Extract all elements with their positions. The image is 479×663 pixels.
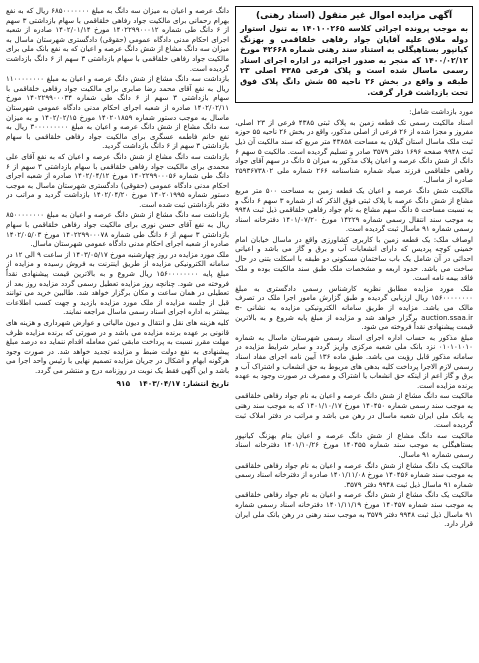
notice-paragraph: کلیه هزینه های نقل و انتقال و دیون مالیاتی و عوارض شهرداری و هزینه های قانونی بر عهده برنده مزایده می باشد و در صورتی که برنده مزایده ظرف مهلت مقرر نسبت به پرداخت مابقی ثمن معامله اقدام ننماید ده درصد مبلغ پیشنهادی به نفع دولت ضبط و مزایده تجدید خواهد شد. در صورت وجود هرگونه ابهام و اشکال در جریان مزایده تصمیم نهایی با رئیس واحد اجرا می باشد و این آگهی فقط یک نوبت در روزنامه درج و منتشر می گردد. (6, 318, 230, 375)
notice-columns (6, 6, 473, 657)
notice-paragraph: بازداشت سه دانگ مشاع از شش دانگ عرصه و اعیان به مبلغ ۱۱۰۰۰۰۰۰۰۰ ریال به نفع آقای محمد رضا صابری برای مالکیت جواد رفاهی خلقاقمی با سهام بازداشتی ۳ سهم از ۶ دانگ طی شماره ۱۴۰۲۲۹۹۰۰۰۳۴ مورخ ۱۴۰۲/۰۲/۱۱ صادره از شعبه اجرای احکام مدنی دادگاه عمومی شهرستان ماسال به موجب دستور شماره ۱۴۰۲۰۱۸۵۹ مورخ ۱۴۰۲/۰۲/۱۵ و به میزان سه دانگ مشاع از شش دانگ عرصه و اعیان به مبلغ ۳۰۰۰۰۰۰۰۰۰ ریال به نفع خانم فاطمه عسگری برای مالکیت جواد رفاهی خلقاقمی با سهام بازداشتی ۳ سهم از ۶ دانگ بازداشت گردید. (6, 74, 230, 151)
notice-paragraph: مالکیت یک دانگ مشاع از شش دانگ عرصه و اعیان به نام جواد رفاهی خلقاقمی به موجب سند شماره ۱۴۰۴۵۷ مورخ ۱۴۰۱/۱۱/۱۹ دفترخانه اسناد رسمی شماره ۹۱ ماسال ذیل ثبت ۹۹۴۸ دفتر ۳۵۷۹ به موجب سند رهنی در رهن بانک ملی ایران قرار دارد. (235, 490, 473, 529)
notice-right-body (235, 107, 473, 529)
notice-paragraph: دانگ عرصه و اعیان به میزان سه دانگ به مبلغ ۶۸۵۰۰۰۰۰۰۰ ریال که به نفع بهرام رحمانی برای مالکیت جواد رفاهی خلقاقمی با سهام بازداشتی ۳ سهم از ۶ دانگ طی شماره ۱۴۰۲۲۹۹۰۰۰۱۲ مورخ ۱۴۰۲/۰۱/۱۴ صادره از شعبه اجرای احکام مدنی دادگاه عمومی (حقوقی) دادگستری شهرستان ماسال به میزان سه دانگ مشاع از شش دانگ عرصه و اعیان که به نفع بانک ملی برای مالکیت جواد رفاهی خلقاقمی با سهام بازداشتی ۳ سهم از ۶ دانگ بازداشت گردیده است. (6, 6, 230, 73)
notice-paragraph: اسناد مالکیت رسمی تک قطعه زمین به پلاک ثبتی ۴۳۸۵ فرعی از ۲۳ اصلی، مفروز و مجزا شده از ۲۶ فرعی از اصلی مذکور، واقع در بخش ۲۶ ناحیه ۵۵ حوزه ثبت ملک ماسال استان گیلان به مساحت ۴۳۸۵۸ متر مربع که سند مالکیت آن ذیل ثبت ۹۹۴۸ صفحه ۱۶۹۶ دفتر ۳۵۷۹ صادر و تسلیم گردیده است. مالکیت ۵ سهم ۶ دانگ از شش دانگ عرصه و اعیان پلاک مذکور به میزان ۵ دانگ در سهم آقای جواد رفاهی خلقاقمی فرزند صیاد شماره شناسنامه ۲۶۶ شماره ملی ۲۵۹۳۶۷۳۸۰۲ صادره از ماسال. (235, 117, 473, 185)
notice-code: ۹۱۵ (116, 378, 131, 388)
notice-paragraph: بازداشت سه دانگ مشاع از شش دانگ عرصه و اعیان که به نفع آقای علی محمدی برای مالکیت جواد رفاهی خلقاقمی با سهام بازداشتی ۳ سهم از ۶ دانگ طی شماره ۱۴۰۲۲۹۹۰۰۰۵۶ مورخ ۱۴۰۲/۰۴/۱۲ صادره از شعبه اجرای احکام مدنی دادگاه عمومی (حقوقی) دادگستری شهرستان ماسال به موجب دستور شماره ۱۴۰۲۰۱۹۹۵ مورخ ۱۴۰۲/۰۴/۲۰ بازداشت گردید و مراتب در دفتر بازداشتی ثبت شده است. (6, 151, 230, 209)
notice-paragraph: اوصاف ملک: یک قطعه زمین با کاربری کشاورزی واقع در ماسال خیابان امام خمینی کوچه پردیس که دارای انشعابات آب و برق و گاز می باشد و اعیانی احداثی در آن شامل یک باب ساختمان مسکونی دو طبقه با اسکلت بتنی در حال ساخت می باشد. حدود اربعه و مشخصات ملک طبق سند مالکیت بوده و ملک فاقد بیمه نامه است. (235, 234, 473, 283)
notice-paragraph: ملک مورد مزایده در روز چهارشنبه مورخ ۱۴۰۳/۰۵/۱۷ از ساعت ۹ الی ۱۲ در سامانه الکترونیکی مزایده از طریق اینترنت به فروش رسیده و مزایده از مبلغ پایه ۱۵۶۰۰۰۰۰۰۰۰ ریال شروع و به بالاترین قیمت پیشنهادی نقداً فروخته می شود. چنانچه روز مزایده تعطیل رسمی گردد مزایده روز بعد از تعطیلی در همان ساعت و مکان برگزار خواهد شد. طالبین خرید می توانند قبل از جلسه مزایده از ملک مورد مزایده بازدید و جهت کسب اطلاعات بیشتر به اداره اجرای اسناد رسمی ماسال مراجعه نمایند. (6, 249, 230, 317)
notice-footer (6, 379, 229, 389)
notice-paragraph: ملک مورد مزایده مطابق نظریه کارشناس رسمی دادگستری به مبلغ ۱۵۶۰۰۰۰۰۰۰۰ ریال ارزیابی گردیده و طبق گزارش مامور اجرا ملک در تصرف مالک می باشد. مزایده از طریق سامانه الکترونیکی مزایده به نشانی e-auction.ssaa.ir برگزار خواهد شد و مزایده از مبلغ پایه شروع و به بالاترین قیمت پیشنهادی نقداً فروخته می شود. (235, 283, 473, 332)
notice-lead: به موجب پرونده اجرائی کلاسه ۱۴۰۱۰۰۲۶۵ به تنول استوار دوله ملاق علیه آقایان جواد رفاهی خلقاقمی و بهزنگ کیانپور بستاهیگلی به استناد سند رهنی شماره ۴۲۶۶۸ مورخ ۱۴۰۰/۰۲/۱۲ که منجر به صدور اجرائیه در اداره اجرای اسناد رسمی ماسال شده است و پلاک فرعی ۴۳۸۵ اصلی ۲۳ طبقه و واقع در بخش ۲۶ ناحیه ۵۵ شش دانگ پلاک فوق تحت بازداشت قرار گرفت. (240, 24, 468, 97)
notice-paragraph: مالکیت شش دانگ عرصه و اعیان یک قطعه زمین به مساحت ۵۰۰ متر مربع مشاع از شش دانگ عرصه با پلاک ثبتی فوق الذکر که از شماره ۳ سهم ۶ دانگ و به نسبت مساحت ۵ دانگ سهم مشاع به نام جواد رفاهی خلقاقمی ذیل ثبت ۹۹۴۸ به موجب سند انتقال رسمی شماره ۱۴۲۲۹ مورخ ۱۴۰۱/۰۷/۲۰ دفترخانه اسناد رسمی شماره ۹۱ ماسال ثبت گردیده است. (235, 185, 473, 234)
notice-paragraph: بازداشت سه دانگ مشاع از شش دانگ عرصه و اعیان به مبلغ ۸۵۰۰۰۰۰۰۰۰ ریال به نفع آقای حسن نوری برای مالکیت جواد رفاهی خلقاقمی با سهام بازداشتی ۳ سهم از ۶ دانگ طی شماره ۱۴۰۲۲۹۹۰۰۰۷۸ مورخ ۱۴۰۲/۰۵/۰۳ صادره از شعبه اجرای احکام مدنی دادگاه عمومی شهرستان ماسال. (6, 210, 230, 249)
notice-paragraph: مالکیت سه دانگ مشاع از شش دانگ عرصه و اعیان بنام بهزنگ کیانپور بستاهیگلی به موجب سند شماره ۱۴۰۴۵۵ مورخ ۱۴۰۱/۱۰/۲۶ دفترخانه اسناد رسمی شماره ۹۱ ماسال. (235, 430, 473, 459)
notice-left-body (6, 6, 229, 376)
notice-title: آگهی مزایده اموال غیر منقول (اسناد رهنی) (255, 11, 453, 21)
notice-paragraph: مالکیت سه دانگ مشاع از شش دانگ عرصه و اعیان به نام جواد رفاهی خلقاقمی به موجب سند رسمی شماره ۱۴۰۴۵۰ مورخ ۱۴۰۱/۱۰/۱۷ که به موجب سند رهنی به بانک ملی ایران شعبه ماسال در رهن می باشد و مراتب در دفتر املاک ثبت گردیده است. (235, 391, 473, 430)
notice-right-column (235, 6, 473, 657)
publish-date: تاریخ انتشار: ۱۴۰۳/۰۴/۱۷ (138, 378, 230, 388)
notice-left-column (6, 6, 229, 657)
notice-header-box (235, 6, 473, 103)
notice-paragraph: مبلغ مذکور به حساب اداره اجرای اسناد رسمی شهرستان ماسال به شماره ۰۱۰۱۰۱۰۱۰ نزد بانک ملی شعبه مرکزی واریز گردد و سایر شرایط مزایده در سامانه مذکور قابل رؤیت می باشد. طبق ماده ۱۳۶ آیین نامه اجرای مفاد اسناد رسمی لازم الاجرا پرداخت کلیه بدهی های مربوط به حق انشعاب و اشتراک آب و برق و گاز اعم از اینکه حق انشعاب یا اشتراک و مصرف در صورت وجود به عهده برنده مزایده است. (235, 332, 473, 390)
notice-paragraph: مالکیت یک دانگ مشاع از شش دانگ عرصه و اعیان به نام جواد رفاهی خلقاقمی به موجب سند شماره ۱۴۰۴۵۶ مورخ ۱۴۰۱/۱۱/۰۸ صادره از دفترخانه اسناد رسمی شماره ۹۱ ماسال ذیل ثبت ۹۹۴۸ دفتر ۳۵۷۹. (235, 460, 473, 489)
notice-paragraph: مورد بازداشت شامل: (409, 107, 473, 117)
